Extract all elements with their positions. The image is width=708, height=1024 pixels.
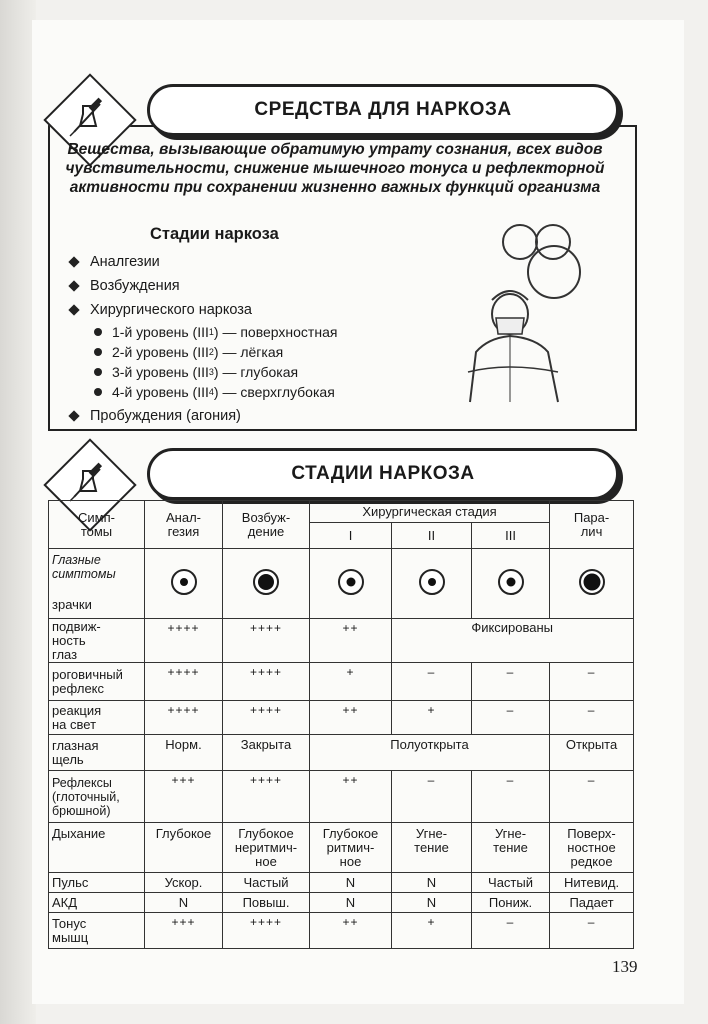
pupil-cell [472, 549, 550, 619]
table-cell: Глубокое неритмич- ное [223, 823, 310, 873]
table-cell: ++++ [223, 619, 310, 663]
table-cell: – [550, 701, 634, 735]
level-item: 4-й уровень (III 4 ) — сверхглубокая [94, 382, 337, 402]
table-header-row [49, 501, 634, 523]
table-cell: Закрыта [223, 735, 310, 771]
table-row [49, 663, 634, 701]
diamond-bullet-icon [68, 256, 79, 267]
pupil-icon [253, 569, 279, 595]
table-cell: Норм. [145, 735, 223, 771]
syringe-flask-icon [66, 96, 110, 140]
table-cell: N [145, 893, 223, 913]
table-cell: ++ [310, 701, 392, 735]
table-cell: Открыта [550, 735, 634, 771]
section1-title-text: СРЕДСТВА ДЛЯ НАРКОЗА [254, 99, 512, 120]
dot-bullet-icon [94, 348, 102, 356]
table-row [49, 619, 634, 663]
header-level-3: III [472, 523, 550, 549]
dot-bullet-icon [94, 328, 102, 336]
table-row [49, 549, 634, 619]
table-cell: Падает [550, 893, 634, 913]
header-surgical: Хирургическая стадия [310, 501, 550, 523]
table-cell: Фиксированы [392, 619, 634, 663]
header-level-1: I [310, 523, 392, 549]
level-item: 2-й уровень (III 2 ) — лёгкая [94, 342, 337, 362]
header-level-2: II [392, 523, 472, 549]
stage-item: Пробуждения (агония) [70, 404, 337, 428]
level-item: 1-й уровень (III 1 ) — поверхностная [94, 322, 337, 342]
row-label-fissure: глазная щель [49, 735, 145, 771]
table-cell: Полуоткрыта [310, 735, 550, 771]
surgical-levels-list [94, 322, 337, 402]
table-cell: N [392, 873, 472, 893]
table-row [49, 913, 634, 949]
row-label-pulse: Пульс [49, 873, 145, 893]
table-cell: – [472, 913, 550, 949]
section2-title [147, 448, 619, 500]
table-cell: ++++ [223, 701, 310, 735]
header-paralysis: Пара- лич [550, 501, 634, 549]
table-cell: Глубокое [145, 823, 223, 873]
stage-item: Аналгезии [70, 250, 337, 274]
table-cell: – [550, 913, 634, 949]
page-number: 139 [612, 957, 638, 976]
anesthesia-stages-table [48, 500, 634, 949]
stage-item: Возбуждения [70, 274, 337, 298]
pupil-icon [498, 569, 524, 595]
table-cell: – [472, 663, 550, 701]
diamond-bullet-icon [68, 304, 79, 315]
row-label-tone: Тонус мышц [49, 913, 145, 949]
table-cell: Глубокое ритмич- ное [310, 823, 392, 873]
table-cell: +++ [145, 913, 223, 949]
table-cell: + [392, 913, 472, 949]
table-row [49, 771, 634, 823]
table-cell: +++ [145, 771, 223, 823]
table-cell: – [472, 771, 550, 823]
row-label-corneal: роговичный рефлекс [49, 663, 145, 701]
table-cell: ++++ [223, 771, 310, 823]
diamond-bullet-icon [68, 280, 79, 291]
table-row [49, 735, 634, 771]
table-cell: Повыш. [223, 893, 310, 913]
row-label-breathing: Дыхание [49, 823, 145, 873]
dot-bullet-icon [94, 368, 102, 376]
table-cell: Угне- тение [392, 823, 472, 873]
table-cell: ++++ [145, 619, 223, 663]
section2-title-text: СТАДИИ НАРКОЗА [291, 463, 475, 484]
table-cell: Частый [223, 873, 310, 893]
table-cell: Нитевид. [550, 873, 634, 893]
surgeon-illustration [458, 222, 608, 412]
syringe-flask-icon [66, 461, 110, 505]
pupil-icon [419, 569, 445, 595]
table-cell: Ускор. [145, 873, 223, 893]
table-cell: Угне- тение [472, 823, 550, 873]
table-cell: ++ [310, 913, 392, 949]
row-label-light: реакция на свет [49, 701, 145, 735]
table-cell: ++++ [145, 701, 223, 735]
table-cell: – [550, 663, 634, 701]
header-symptoms: Симп- томы [49, 501, 145, 549]
table-cell: – [392, 663, 472, 701]
diamond-bullet-icon [68, 410, 79, 421]
table-cell: – [550, 771, 634, 823]
pupil-icon [579, 569, 605, 595]
table-cell: Поверх- ностное редкое [550, 823, 634, 873]
table-cell: Пониж. [472, 893, 550, 913]
table-cell: N [310, 873, 392, 893]
table-cell: – [472, 701, 550, 735]
table-cell: – [392, 771, 472, 823]
stages-heading: Стадии наркоза [150, 225, 279, 243]
header-analgesia: Анал- гезия [145, 501, 223, 549]
table-cell: Частый [472, 873, 550, 893]
book-spine-shadow [0, 0, 36, 1024]
table-row [49, 701, 634, 735]
pupil-cell [223, 549, 310, 619]
row-label-reflexes: Рефлексы (глоточный, брюшной) [49, 771, 145, 823]
table-cell: + [310, 663, 392, 701]
table-cell: N [392, 893, 472, 913]
table-row [49, 893, 634, 913]
table-cell: ++++ [223, 663, 310, 701]
stages-list [70, 250, 337, 428]
pupil-icon [171, 569, 197, 595]
table-row [49, 873, 634, 893]
table-cell: ++++ [145, 663, 223, 701]
section1-title [147, 84, 619, 136]
pupil-icon [338, 569, 364, 595]
table-cell: ++ [310, 619, 392, 663]
table-cell: ++++ [223, 913, 310, 949]
table-cell: ++ [310, 771, 392, 823]
header-excitation: Возбуж- дение [223, 501, 310, 549]
row-label-pupils: Глазные симптомы зрачки [49, 549, 145, 619]
table-cell: + [392, 701, 472, 735]
level-item: 3-й уровень (III 3 ) — глубокая [94, 362, 337, 382]
pupil-cell [145, 549, 223, 619]
stage-item: Хирургического наркоза [70, 298, 337, 322]
dot-bullet-icon [94, 388, 102, 396]
row-label-bp: АКД [49, 893, 145, 913]
anesthesia-definition: Вещества, вызывающие обратимую утрату сознания, всех видов чувствительности, снижение мышечного тонуса и рефлекторной активности при сохранении жизненно важных функций организма [65, 141, 605, 196]
pupil-cell [550, 549, 634, 619]
row-label-mobility: подвиж- ность глаз [49, 619, 145, 663]
pupil-cell [310, 549, 392, 619]
pupil-cell [392, 549, 472, 619]
table-row [49, 823, 634, 873]
table-cell: N [310, 893, 392, 913]
